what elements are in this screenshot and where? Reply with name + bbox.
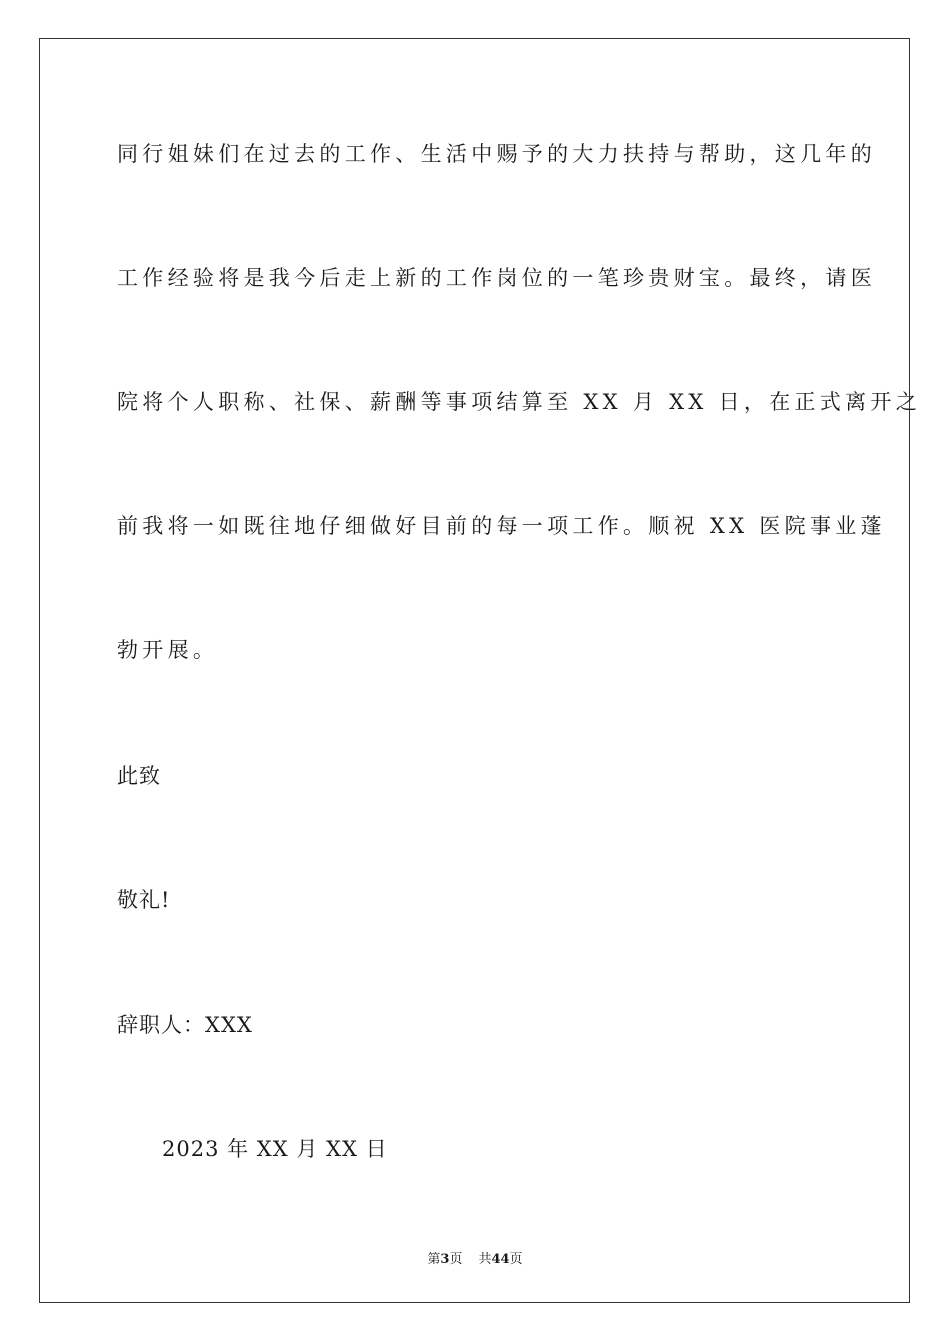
page-border (39, 38, 910, 1303)
body-line-5: 勃开展。 (117, 638, 219, 662)
salutation: 此致 (117, 764, 161, 788)
body-line-1: 同行姐妹们在过去的工作、生活中赐予的大力扶持与帮助，这几年的 (117, 142, 876, 166)
total-pages: 44 (491, 1252, 510, 1267)
total-prefix: 共 (478, 1252, 492, 1267)
total-suffix: 页 (509, 1252, 523, 1267)
page-number: 3 (440, 1252, 450, 1267)
body-line-4: 前我将一如既往地仔细做好目前的每一项工作。顺祝 XX 医院事业蓬 (117, 514, 886, 538)
body-line-3: 院将个人职称、社保、薪酬等事项结算至 XX 月 XX 日，在正式离开之 (117, 390, 921, 414)
page-prefix: 第 (427, 1252, 441, 1267)
page-footer (0, 1248, 950, 1267)
date-line: 2023 年 XX 月 XX 日 (162, 1137, 388, 1161)
signer-line: 辞职人：XXX (117, 1013, 253, 1037)
page-suffix: 页 (449, 1252, 463, 1267)
body-line-2: 工作经验将是我今后走上新的工作岗位的一笔珍贵财宝。最终，请医 (117, 266, 876, 290)
respect-closing: 敬礼! (117, 888, 171, 912)
